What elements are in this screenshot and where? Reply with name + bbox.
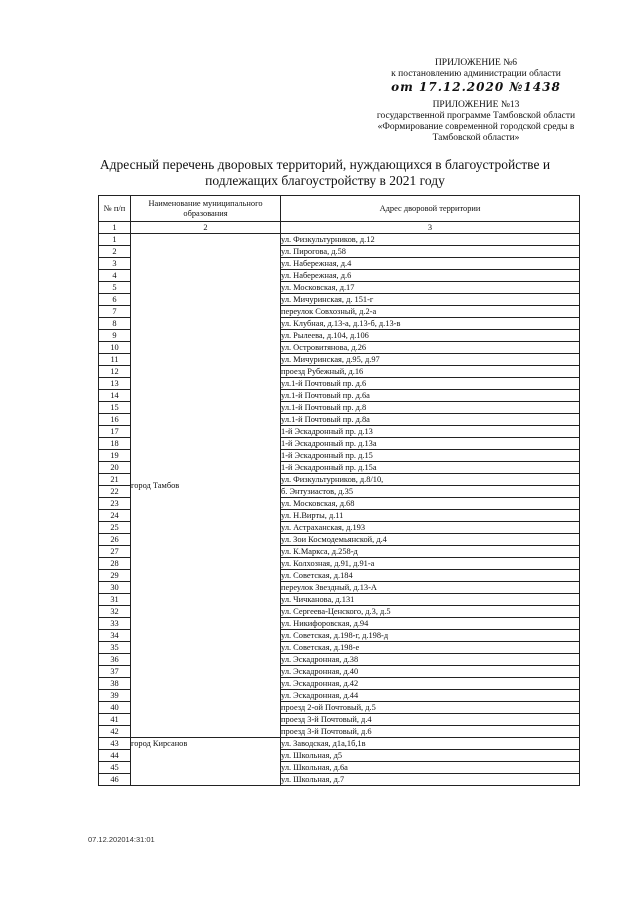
table-header-row bbox=[99, 196, 580, 222]
address-cell: ул. Советская, д.198-г, д.198-д bbox=[281, 630, 580, 642]
address-cell: ул.1-й Почтовый пр. д.6а bbox=[281, 390, 580, 402]
address-cell: ул. Физкультурников, д.12 bbox=[281, 234, 580, 246]
address-cell: ул. Сергеева-Ценского, д.3, д.5 bbox=[281, 606, 580, 618]
row-number: 9 bbox=[99, 330, 131, 342]
address-table bbox=[98, 195, 580, 786]
address-cell: ул. Набережная, д.4 bbox=[281, 258, 580, 270]
municipality-cell: город Тамбов bbox=[131, 234, 281, 738]
address-cell: ул. Школьная, д.7 bbox=[281, 774, 580, 786]
address-cell: 1-й Эскадронный пр. д.15а bbox=[281, 462, 580, 474]
row-number: 18 bbox=[99, 438, 131, 450]
address-cell: проезд Рубежный, д.16 bbox=[281, 366, 580, 378]
row-number: 32 bbox=[99, 606, 131, 618]
print-timestamp: 07.12.202014:31:01 bbox=[88, 835, 155, 844]
column-number-row bbox=[99, 222, 580, 234]
municipality-cell: город Кирсанов bbox=[131, 738, 281, 786]
row-number: 22 bbox=[99, 486, 131, 498]
row-number: 44 bbox=[99, 750, 131, 762]
address-cell: ул. Чичканова, д.131 bbox=[281, 594, 580, 606]
appendix-13-line-2: «Формирование современной городской среды в bbox=[377, 122, 575, 132]
address-cell: ул. Зои Космодемьянской, д.4 bbox=[281, 534, 580, 546]
address-cell: проезд 3-й Почтовый, д.6 bbox=[281, 726, 580, 738]
address-cell: ул. Рылеева, д.104, д.106 bbox=[281, 330, 580, 342]
address-cell: ул.1-й Почтовый пр. д.8а bbox=[281, 414, 580, 426]
row-number: 40 bbox=[99, 702, 131, 714]
appendix-13-line-1: государственной программе Тамбовской области bbox=[376, 111, 576, 121]
row-number: 42 bbox=[99, 726, 131, 738]
row-number: 4 bbox=[99, 270, 131, 282]
address-cell: ул. Эскадронная, д.42 bbox=[281, 678, 580, 690]
row-number: 13 bbox=[99, 378, 131, 390]
address-cell: 1-й Эскадронный пр. д.13 bbox=[281, 426, 580, 438]
appendix-13-title: ПРИЛОЖЕНИЕ №13 bbox=[432, 100, 520, 110]
address-cell: 1-й Эскадронный пр. д.15 bbox=[281, 450, 580, 462]
address-cell: переулок Совхозный, д.2-а bbox=[281, 306, 580, 318]
row-number: 17 bbox=[99, 426, 131, 438]
address-cell: ул. Никифоровская, д.94 bbox=[281, 618, 580, 630]
row-number: 12 bbox=[99, 366, 131, 378]
address-cell: ул.1-й Почтовый пр. д.6 bbox=[281, 378, 580, 390]
address-cell: ул. Эскадронная, д.38 bbox=[281, 654, 580, 666]
row-number: 43 bbox=[99, 738, 131, 750]
address-cell: ул. Колхозная, д.91, д.91-а bbox=[281, 558, 580, 570]
header-municipality: Наименование муниципального образования bbox=[131, 196, 281, 222]
column-number-1: 1 bbox=[99, 222, 131, 234]
address-cell: ул. Советская, д.184 bbox=[281, 570, 580, 582]
address-cell: ул. Мичуринская, д.95, д.97 bbox=[281, 354, 580, 366]
address-cell: ул. Московская, д.68 bbox=[281, 498, 580, 510]
address-cell: переулок Звездный, д.13-А bbox=[281, 582, 580, 594]
appendix-13-line-3: Тамбовской области» bbox=[432, 133, 520, 143]
address-cell: ул. Школьная, д.6а bbox=[281, 762, 580, 774]
appendix-6-header bbox=[360, 58, 592, 93]
row-number: 10 bbox=[99, 342, 131, 354]
document-title-line-2: подлежащих благоустройству в 2021 году bbox=[205, 173, 445, 188]
document-title-line-1: Адресный перечень дворовых территорий, нуждающихся в благоустройстве и bbox=[99, 157, 551, 172]
header-address: Адрес дворовой территории bbox=[281, 196, 580, 222]
row-number: 15 bbox=[99, 402, 131, 414]
table-row bbox=[99, 738, 580, 750]
row-number: 29 bbox=[99, 570, 131, 582]
address-cell: ул. Клубная, д.13-а, д.13-б, д.13-в bbox=[281, 318, 580, 330]
row-number: 24 bbox=[99, 510, 131, 522]
row-number: 2 bbox=[99, 246, 131, 258]
row-number: 33 bbox=[99, 618, 131, 630]
row-number: 19 bbox=[99, 450, 131, 462]
address-cell: ул. Пирогова, д.58 bbox=[281, 246, 580, 258]
address-cell: б. Энтузиастов, д.35 bbox=[281, 486, 580, 498]
table-body bbox=[99, 234, 580, 786]
address-cell: ул. Московская, д.17 bbox=[281, 282, 580, 294]
appendix-6-subtitle: к постановлению администрации области bbox=[391, 69, 561, 79]
table-row bbox=[99, 234, 580, 246]
header-number: № п/п bbox=[99, 196, 131, 222]
row-number: 27 bbox=[99, 546, 131, 558]
address-cell: проезд 2-ой Почтовый, д.5 bbox=[281, 702, 580, 714]
address-cell: ул. Набережная, д.6 bbox=[281, 270, 580, 282]
row-number: 38 bbox=[99, 678, 131, 690]
row-number: 34 bbox=[99, 630, 131, 642]
address-cell: ул.1-й Почтовый пр. д.8 bbox=[281, 402, 580, 414]
row-number: 46 bbox=[99, 774, 131, 786]
address-cell: 1-й Эскадронный пр. д.13а bbox=[281, 438, 580, 450]
address-cell: ул. Физкультурников, д.8/10, bbox=[281, 474, 580, 486]
column-number-3: 3 bbox=[281, 222, 580, 234]
address-cell: ул. Мичуринская, д. 151-г bbox=[281, 294, 580, 306]
row-number: 16 bbox=[99, 414, 131, 426]
row-number: 7 bbox=[99, 306, 131, 318]
address-cell: проезд 3-й Почтовый, д.4 bbox=[281, 714, 580, 726]
address-cell: ул. К.Маркса, д.258-д bbox=[281, 546, 580, 558]
row-number: 31 bbox=[99, 594, 131, 606]
address-cell: ул. Эскадронная, д.44 bbox=[281, 690, 580, 702]
row-number: 30 bbox=[99, 582, 131, 594]
row-number: 37 bbox=[99, 666, 131, 678]
row-number: 23 bbox=[99, 498, 131, 510]
row-number: 20 bbox=[99, 462, 131, 474]
document-title bbox=[90, 157, 560, 189]
row-number: 21 bbox=[99, 474, 131, 486]
handwritten-date-number: от 17.12.2020 №1438 bbox=[391, 80, 561, 94]
row-number: 11 bbox=[99, 354, 131, 366]
address-cell: ул. Заводская, д1а,1б,1в bbox=[281, 738, 580, 750]
column-number-2: 2 bbox=[131, 222, 281, 234]
row-number: 35 bbox=[99, 642, 131, 654]
address-cell: ул. Эскадронная, д.40 bbox=[281, 666, 580, 678]
row-number: 26 bbox=[99, 534, 131, 546]
row-number: 36 bbox=[99, 654, 131, 666]
row-number: 1 bbox=[99, 234, 131, 246]
row-number: 45 bbox=[99, 762, 131, 774]
appendix-13-header bbox=[360, 100, 592, 144]
address-cell: ул. Астраханская, д.193 bbox=[281, 522, 580, 534]
row-number: 8 bbox=[99, 318, 131, 330]
address-cell: ул. Школьная, д5 bbox=[281, 750, 580, 762]
appendix-6-title: ПРИЛОЖЕНИЕ №6 bbox=[434, 58, 518, 68]
row-number: 25 bbox=[99, 522, 131, 534]
row-number: 41 bbox=[99, 714, 131, 726]
address-cell: ул. Островитянова, д.26 bbox=[281, 342, 580, 354]
row-number: 28 bbox=[99, 558, 131, 570]
row-number: 14 bbox=[99, 390, 131, 402]
row-number: 6 bbox=[99, 294, 131, 306]
row-number: 3 bbox=[99, 258, 131, 270]
row-number: 5 bbox=[99, 282, 131, 294]
address-cell: ул. Н.Вирты, д.11 bbox=[281, 510, 580, 522]
row-number: 39 bbox=[99, 690, 131, 702]
address-cell: ул. Советская, д.198-е bbox=[281, 642, 580, 654]
